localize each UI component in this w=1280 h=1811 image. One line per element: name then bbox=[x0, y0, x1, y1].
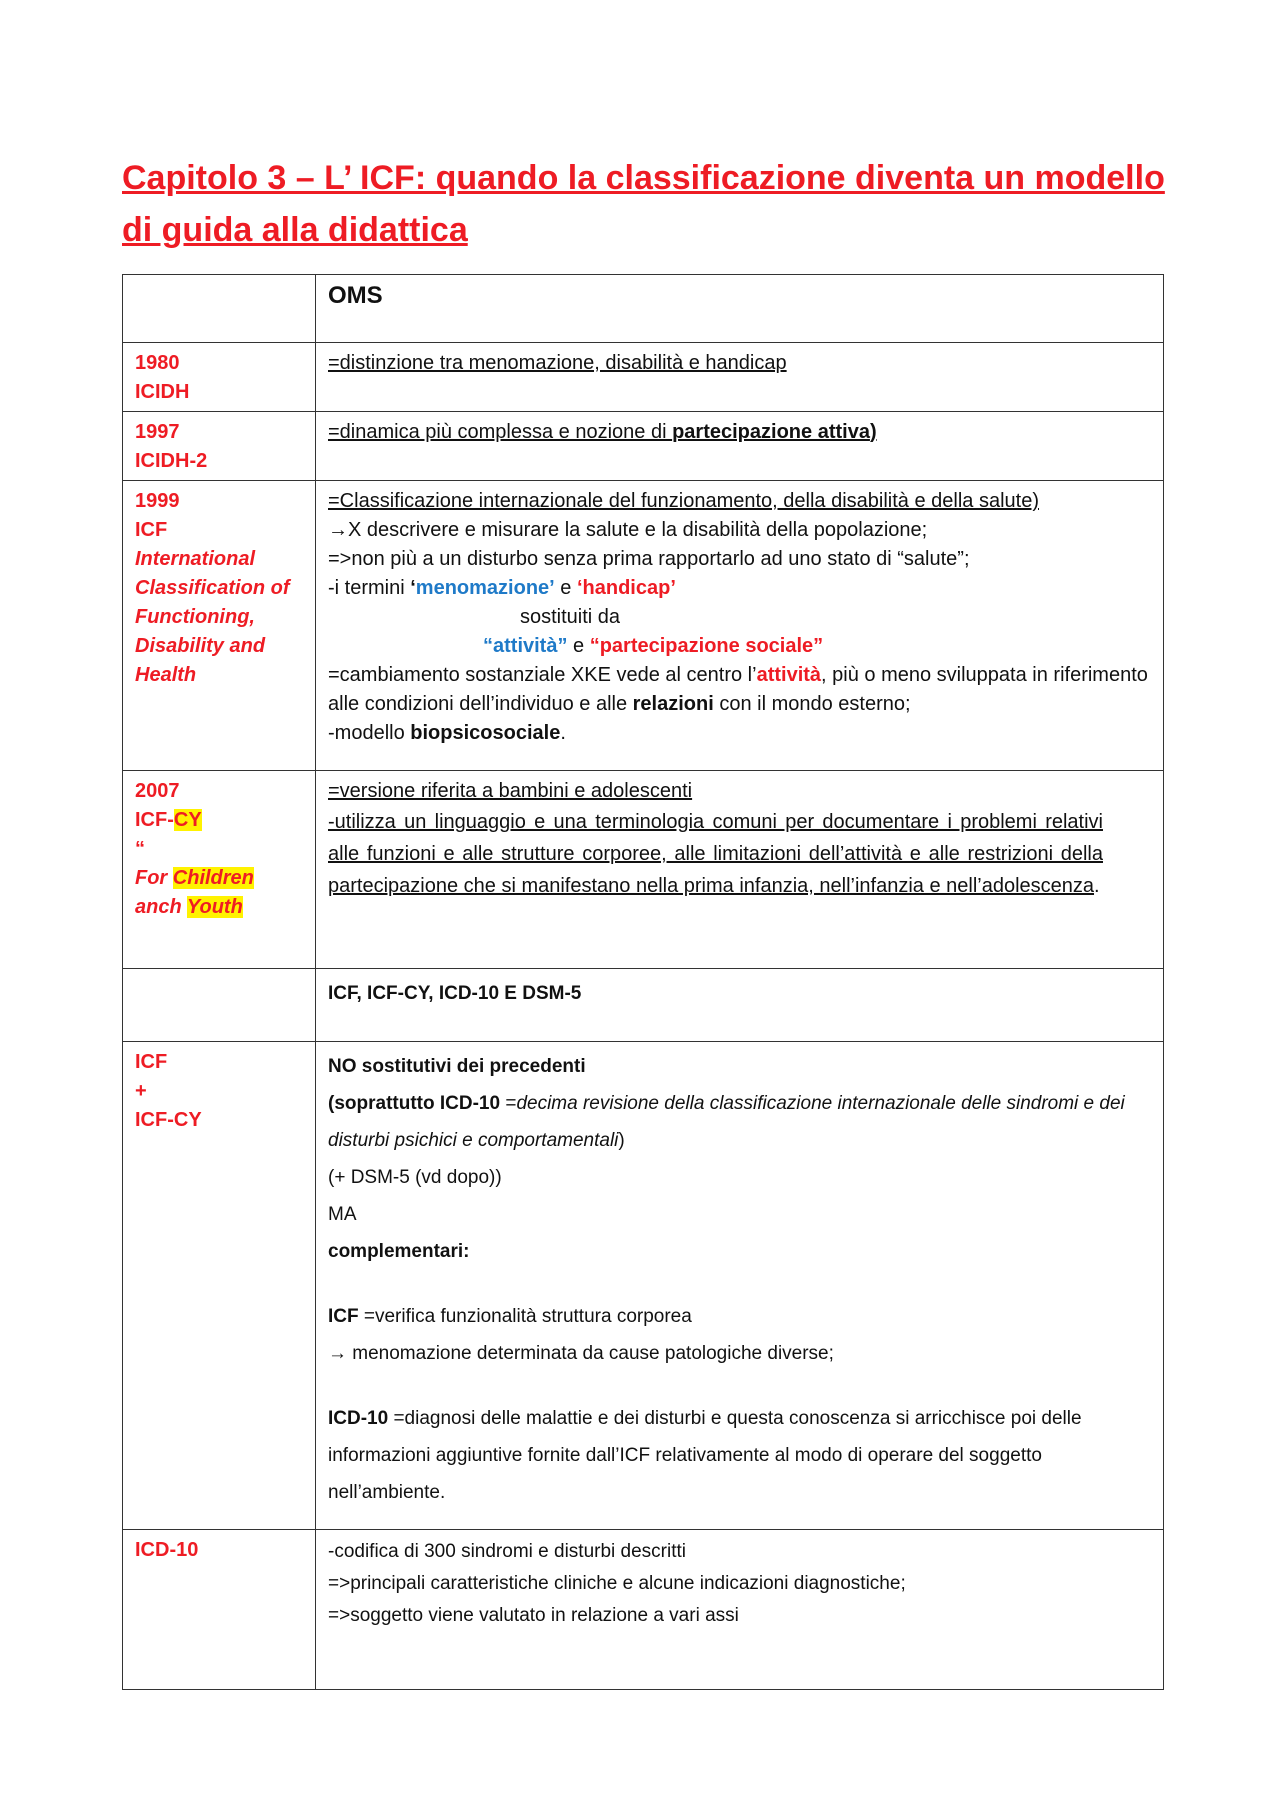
arrow-right-icon: → bbox=[328, 1343, 347, 1364]
anch-youth bbox=[135, 893, 305, 922]
icf-line-7-b: , più o meno sviluppata in riferimento alle condizioni dell’individuo e alle bbox=[328, 664, 1148, 715]
subheader-text: ICF, ICF-CY, ICD-10 E DSM-5 bbox=[316, 969, 1164, 1042]
icf-line-5: sostituiti da bbox=[520, 606, 621, 628]
icf-comp-line-3: (+ DSM-5 (vd dopo)) bbox=[328, 1167, 502, 1188]
name-icf: ICF bbox=[135, 519, 168, 541]
subheader-col1 bbox=[123, 969, 316, 1042]
icf-line-6 bbox=[328, 632, 1153, 661]
icfcy-paragraph bbox=[328, 806, 1153, 902]
spacer bbox=[328, 1372, 1153, 1400]
icf-comp-line-2-d: ) bbox=[618, 1130, 625, 1151]
row-1980-text bbox=[316, 343, 1164, 412]
table-row bbox=[123, 1530, 1164, 1690]
icf-comp-line-6 bbox=[328, 1298, 1153, 1335]
label-icd10: ICD-10 bbox=[135, 1539, 199, 1561]
icf-line-7 bbox=[328, 661, 1153, 719]
icidh2-text-bold: partecipazione attiva bbox=[672, 421, 870, 443]
anch-youth-highlight: Youth bbox=[186, 896, 243, 918]
term-partecipazione-sociale: “partecipazione sociale” bbox=[589, 635, 824, 657]
header-oms: OMS bbox=[316, 275, 1164, 343]
icf-line-2-text: X descrivere e misurare la salute e la disabilità della popolazione; bbox=[348, 519, 928, 541]
row-1997-text bbox=[316, 412, 1164, 481]
anch-youth-a: anch bbox=[135, 896, 187, 918]
arrow-right-icon: → bbox=[328, 519, 348, 541]
row-2007-label bbox=[123, 771, 316, 969]
icf-comp-line-6-b: =verifica funzionalità struttura corporea bbox=[358, 1306, 692, 1327]
icf-line-1: =Classificazione internazionale del funzionamento, della disabilità e della salute) bbox=[328, 490, 1039, 512]
icidh-description: =distinzione tra menomazione, disabilità e handicap bbox=[328, 352, 787, 374]
row-1999-text bbox=[316, 481, 1164, 771]
row-icf-text bbox=[316, 1042, 1164, 1530]
icfcy-paragraph-text: -utilizza un linguaggio e una terminologia comuni per documentare i problemi relativi alle funzioni e alle strutture corporee, alle limitazioni dell’attività e alle restrizioni della partecipazione che si manifestano nella prima infanzia, nell’infanzia e nell’adolescenza bbox=[328, 811, 1103, 897]
quote-mark: “ bbox=[135, 838, 145, 860]
icf-comp-line-7 bbox=[328, 1335, 1153, 1372]
icf-comp-line-6-a: ICF bbox=[328, 1306, 359, 1327]
label-plus: + bbox=[135, 1080, 147, 1102]
icf-comp-line-2 bbox=[328, 1085, 1153, 1159]
icf-line-3: =>non più a un disturbo senza prima rapportarlo ad uno stato di “salute”; bbox=[328, 548, 970, 570]
icf-comp-line-8 bbox=[328, 1400, 1153, 1511]
year-1999: 1999 bbox=[135, 490, 180, 512]
icf-line-4 bbox=[328, 574, 1153, 603]
icfcy-line-1: =versione riferita a bambini e adolescenti bbox=[328, 780, 693, 802]
icd-line-1: -codifica di 300 sindromi e disturbi descritti bbox=[328, 1541, 686, 1562]
icf-line-8-a: -modello bbox=[328, 722, 411, 744]
icf-line-7-c: con il mondo esterno; bbox=[713, 693, 911, 715]
icf-comp-line-7-text: menomazione determinata da cause patologiche diverse; bbox=[347, 1343, 834, 1364]
table-row bbox=[123, 412, 1164, 481]
table-row bbox=[123, 969, 1164, 1042]
year-1997: 1997 bbox=[135, 421, 180, 443]
for-children bbox=[135, 864, 305, 893]
icf-comp-line-2-italic: decima revisione della classificazione internazionale delle sindromi e dei disturbi psichici e comportamentali bbox=[328, 1093, 1125, 1151]
chapter-title: Capitolo 3 – L’ ICF: quando la classificazione diventa un modello di guida alla didattica bbox=[122, 159, 1165, 249]
classification-table bbox=[122, 274, 1164, 1690]
row-icd-label bbox=[123, 1530, 316, 1690]
for-children-highlight: Children bbox=[172, 867, 254, 889]
icf-line-8-bold: biopsicosociale bbox=[410, 722, 561, 744]
icf-comp-line-8-b: =diagnosi delle malattie e dei disturbi e questa conoscenza si arricchisce poi delle informazioni aggiuntive fornite dall’ICF relativamente al modo di operare del soggetto nell’ambiente. bbox=[328, 1408, 1082, 1503]
icfcy-paragraph-end: . bbox=[1094, 875, 1100, 897]
table-row bbox=[123, 481, 1164, 771]
icf-line-4-e: e bbox=[554, 577, 577, 599]
icf-line-7-attivita: attività bbox=[756, 664, 822, 686]
table-header-row bbox=[123, 275, 1164, 343]
icd-line-2: =>principali caratteristiche cliniche e alcune indicazioni diagnostiche; bbox=[328, 1573, 906, 1594]
icf-comp-line-2-b: = bbox=[505, 1093, 517, 1114]
icf-line-8 bbox=[328, 719, 1153, 748]
icf-comp-line-4: MA bbox=[328, 1204, 357, 1225]
row-1980-label bbox=[123, 343, 316, 412]
row-icd-text bbox=[316, 1530, 1164, 1690]
icf-cy-a: ICF- bbox=[135, 809, 174, 831]
row-1999-label bbox=[123, 481, 316, 771]
icf-full-name: International Classification of Functioning, Disability and Health bbox=[135, 548, 290, 686]
icf-line-7-a: =cambiamento sostanziale XKE vede al centro l’ bbox=[328, 664, 757, 686]
name-icidh2: ICIDH-2 bbox=[135, 450, 208, 472]
icf-comp-line-5: complementari: bbox=[328, 1241, 470, 1262]
term-handicap: ‘handicap’ bbox=[576, 577, 676, 599]
year-1980: 1980 bbox=[135, 352, 180, 374]
label-icf-cy: ICF-CY bbox=[135, 1109, 202, 1131]
term-menomazione: menomazione’ bbox=[415, 577, 555, 599]
term-attivita: “attività” bbox=[483, 635, 568, 657]
icf-comp-line-8-a: ICD-10 bbox=[328, 1408, 389, 1429]
table-row bbox=[123, 343, 1164, 412]
table-row bbox=[123, 1042, 1164, 1530]
name-icf-cy bbox=[135, 806, 305, 835]
icf-comp-line-1: NO sostitutivi dei precedenti bbox=[328, 1056, 586, 1077]
icf-line-4-quote: ‘ bbox=[410, 577, 416, 599]
icidh2-text-c: ) bbox=[869, 421, 877, 443]
icidh2-description bbox=[328, 421, 877, 443]
spacer bbox=[328, 1270, 1153, 1298]
for-children-a: For bbox=[135, 867, 173, 889]
icf-line-7-relazioni: relazioni bbox=[632, 693, 714, 715]
year-2007: 2007 bbox=[135, 780, 180, 802]
icd-line-3: =>soggetto viene valutato in relazione a vari assi bbox=[328, 1605, 739, 1626]
icf-line-8-c: . bbox=[560, 722, 566, 744]
row-1997-label bbox=[123, 412, 316, 481]
table-row bbox=[123, 771, 1164, 969]
icidh2-text-a: =dinamica più complessa e nozione di bbox=[328, 421, 673, 443]
row-icf-label bbox=[123, 1042, 316, 1530]
icf-line-6-e: e bbox=[567, 635, 590, 657]
icf-comp-line-2-a: (soprattutto ICD-10 bbox=[328, 1093, 506, 1114]
label-icf: ICF bbox=[135, 1051, 168, 1073]
icf-line-4-a: -i termini bbox=[328, 577, 411, 599]
row-2007-text bbox=[316, 771, 1164, 969]
icf-line-2 bbox=[328, 516, 1153, 545]
icf-cy-highlight: CY bbox=[173, 809, 202, 831]
header-col1 bbox=[123, 275, 316, 343]
name-icidh: ICIDH bbox=[135, 381, 190, 403]
